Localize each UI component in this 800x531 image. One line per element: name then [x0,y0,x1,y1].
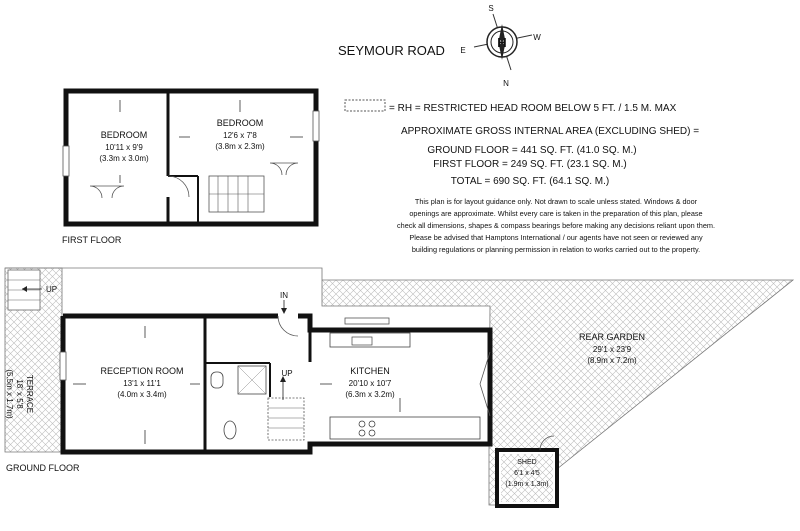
compass-north: N [503,79,509,88]
compass-south: S [488,4,494,13]
ground-floor-plan [60,300,490,452]
shed-imperial: 6'1 x 4'5 [514,470,540,477]
area-first-floor: FIRST FLOOR = 249 SQ. FT. (23.1 SQ. M.) [433,159,627,170]
restricted-headroom-swatch [345,100,385,111]
bedroom-1-name: BEDROOM [100,130,148,140]
bedroom-2-metric: (3.8m x 2.3m) [215,142,265,151]
area-heading: APPROXIMATE GROSS INTERNAL AREA (EXCLUDING SHED) = [400,126,700,137]
rear-garden-name: REAR GARDEN [578,332,646,342]
terrace-imperial: 18' x 5'8 [15,379,24,409]
bedroom-1-metric: (3.3m x 3.0m) [99,154,149,163]
terrace-steps [8,270,42,310]
area-ground-floor: GROUND FLOOR = 441 SQ. FT. (41.0 SQ. M.) [427,145,637,156]
bedroom-1-imperial: 10'11 x 9'9 [105,143,143,152]
shed-name: SHED [517,459,537,466]
terrace-metric: (5.5m x 1.7m) [5,369,14,419]
disclaimer-line-1: This plan is for layout guidance only. Not drawn to scale unless stated. Windows & door [414,197,698,206]
terrace-name: TERRACE [25,374,34,414]
compass-east: E [460,46,466,55]
terrace-up-label: UP [46,285,58,294]
reception-room-name: RECEPTION ROOM [100,366,184,376]
first-floor-label: FIRST FLOOR [62,235,122,245]
kitchen-metric: (6.3m x 3.2m) [345,390,395,399]
disclaimer-line-3: check all dimensions, shapes & compass bearings before making any decisions reliant upon them. [397,221,715,230]
kitchen-imperial: 20'10 x 10'7 [348,379,392,388]
disclaimer-line-5: building regulations or planning permission in relation to works carried out to the property. [411,245,701,254]
stairs-up-label: UP [281,369,293,378]
compass-west: W [533,33,541,42]
entrance-in-label: IN [280,291,288,300]
compass-rose-icon [474,14,532,70]
area-total: TOTAL = 690 SQ. FT. (64.1 SQ. M.) [450,176,610,187]
disclaimer-line-4: Please be advised that Hamptons International / our agents have not seen or reviewed any [409,233,703,242]
rear-garden-imperial: 29'1 x 23'9 [592,345,632,354]
ground-floor-label: GROUND FLOOR [6,463,80,473]
bedroom-2-name: BEDROOM [216,118,264,128]
legend-restricted-headroom: = RH = RESTRICTED HEAD ROOM BELOW 5 FT. / 1.5 M. MAX [389,103,677,114]
reception-room-imperial: 13'1 x 11'1 [123,379,161,388]
bedroom-2-imperial: 12'6 x 7'8 [223,131,257,140]
rear-garden-metric: (8.9m x 7.2m) [587,356,637,365]
property-title: SEYMOUR ROAD [338,43,445,58]
disclaimer-line-2: openings are approximate. Whilst every care is taken in the preparation of this plan, please [409,209,703,218]
compass-center-letter: H [497,35,507,50]
reception-room-metric: (4.0m x 3.4m) [117,390,167,399]
shed-metric: (1.9m x 1.3m) [505,481,549,488]
kitchen-name: KITCHEN [350,366,390,376]
